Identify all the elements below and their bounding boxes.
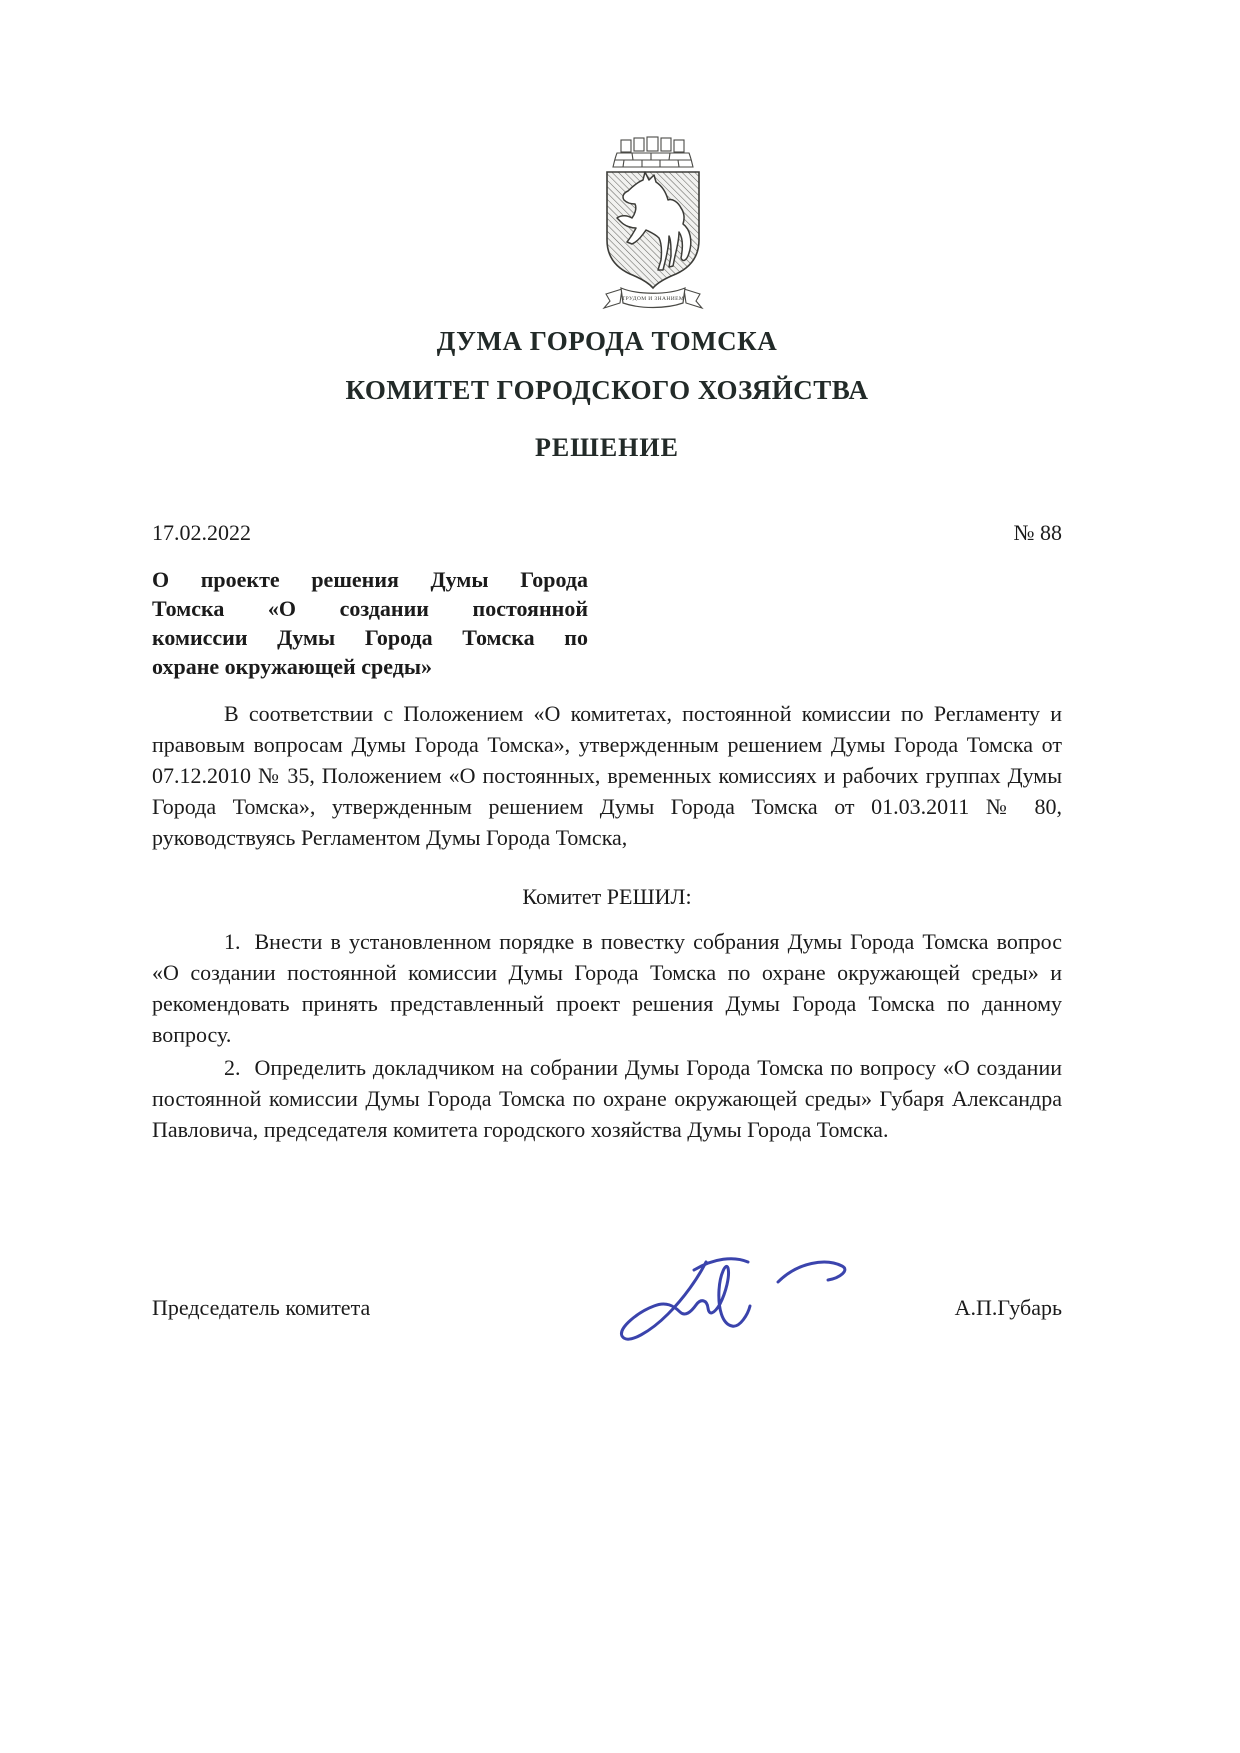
- resolved-heading: Комитет РЕШИЛ:: [522, 884, 692, 909]
- mural-crown-icon: [613, 137, 693, 167]
- preamble-paragraph: В соответствии с Положением «О комитетах, постоянной комиссии по Регламенту и правовым вопросам Думы Города Томска», утвержденным решением Думы Города Томска от 07.12.2010 № 35, Положением «О постоянных, временных комиссиях и рабочих группах Думы Города Томска», утвержденным решением Думы Города Томска от 01.03.2011 № 80, руководствуясь Регламентом Думы Города Томска,: [152, 701, 1062, 850]
- subject-line: Томска «О создании постоянной: [152, 596, 588, 621]
- subject-line: комиссии Думы Города Томска по: [152, 625, 588, 650]
- subject-block: [152, 565, 588, 681]
- committee-title: КОМИТЕТ ГОРОДСКОГО ХОЗЯЙСТВА: [345, 375, 869, 405]
- motto-ribbon-icon: [604, 288, 702, 308]
- resolution-item-1: [152, 926, 1062, 1050]
- document-number: № 88: [1013, 520, 1062, 545]
- document-date: 17.02.2022: [152, 520, 251, 545]
- signer-position-label: Председатель комитета: [152, 1295, 371, 1320]
- signer-name: А.П.Губарь: [954, 1295, 1062, 1320]
- document-type-heading: РЕШЕНИЕ: [535, 433, 679, 462]
- meta-row: [152, 520, 1062, 546]
- resolution-item-2: [152, 1052, 1062, 1145]
- item-text: Определить докладчиком на собрании Думы Города Томска по вопросу «О создании постоянной комиссии Думы Города Томска по охране окружающей среды» Губаря Александра Павловича, председателя комитета городского хозяйства Думы Города Томска.: [152, 1055, 1062, 1142]
- item-number: 1.: [224, 929, 241, 954]
- tomsk-coat-of-arms: [588, 136, 718, 312]
- subject-line: О проекте решения Думы Города: [152, 567, 588, 592]
- item-number: 2.: [224, 1055, 241, 1080]
- item-text: Внести в установленном порядке в повестку собрания Думы Города Томска вопрос «О создании постоянной комиссии Думы Города Томска по охране окружающей среды» и рекомендовать принять представленный проект решения Думы Города Томска по данному вопросу.: [152, 929, 1062, 1047]
- motto-text: ТРУДОМ И ЗНАНИЕМ: [621, 296, 685, 302]
- organization-title: ДУМА ГОРОДА ТОМСКА: [436, 326, 778, 356]
- subject-line: охране окружающей среды»: [152, 654, 433, 679]
- coat-of-arms-icon: [588, 136, 718, 312]
